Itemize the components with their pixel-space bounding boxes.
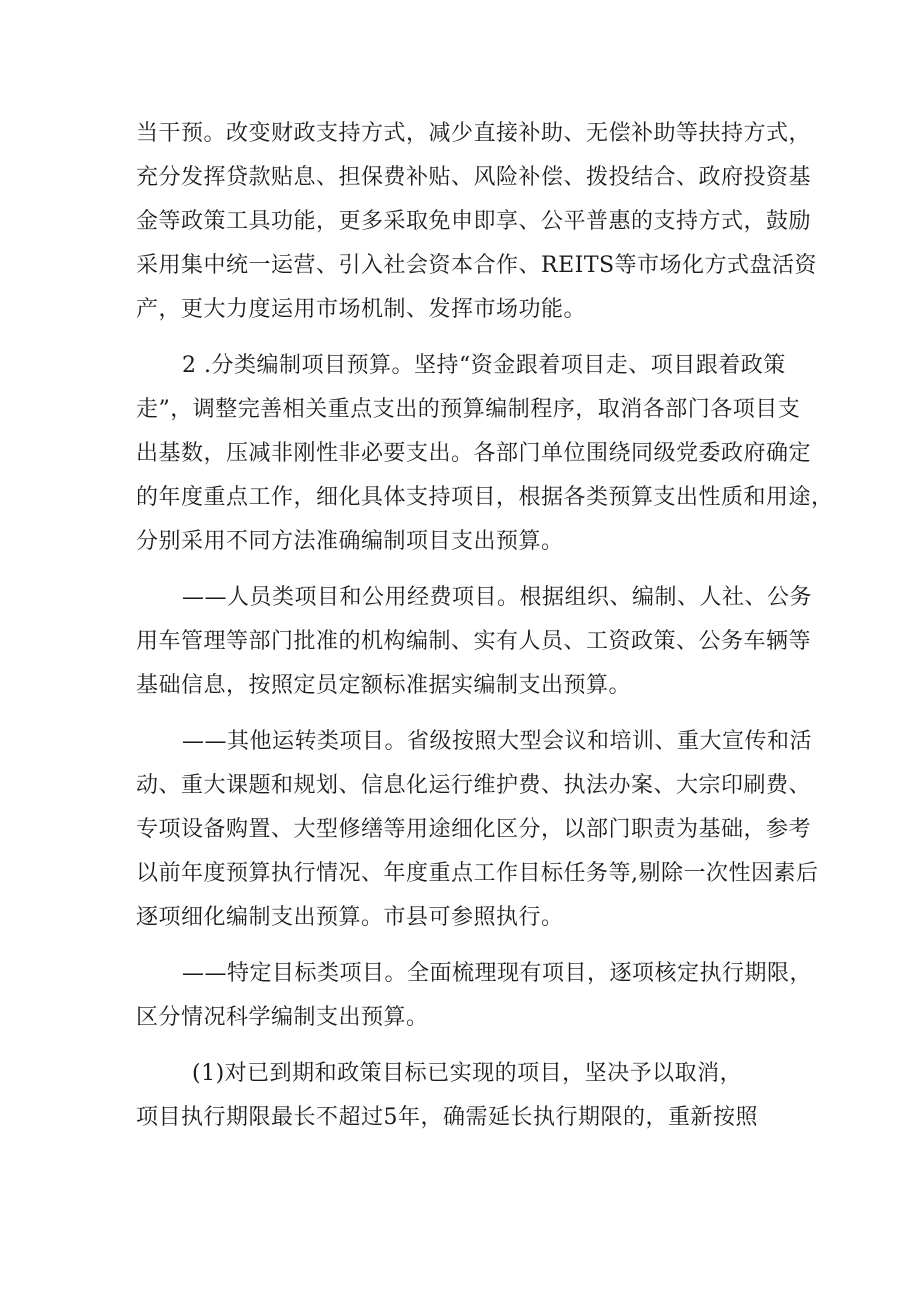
text-line: 基础信息，按照定员定额标准据实编制支出预算。 xyxy=(136,673,632,698)
paragraph-expired-items xyxy=(136,1052,796,1140)
text-line: 分别采用不同方法准确编制项目支出预算。 xyxy=(136,529,564,554)
paragraph-personnel-items xyxy=(136,576,813,708)
text-line: 用车管理等部门批准的机构编制、实有人员、工资政策、公务车辆等 xyxy=(136,629,812,654)
text-line: 当干预。改变财政支持方式，减少直接补助、无偿补助等扶持方式， xyxy=(136,121,812,146)
text-line: 采用集中统一运营、引入社会资本合作、REITS等市场化方式盘活资 xyxy=(136,253,818,278)
text-line: 以前年度预算执行情况、年度重点工作目标任务等,剔除一次性因素后 xyxy=(136,861,819,886)
paragraph-specific-target-items xyxy=(136,952,813,1040)
text-line: 充分发挥贷款贴息、担保费补贴、风险补偿、拨投结合、政府投资基 xyxy=(136,165,812,190)
text-line: 产，更大力度运用市场机制、发挥市场功能。 xyxy=(136,297,587,322)
text-line: 逐项细化编制支出预算。市县可参照执行。 xyxy=(136,905,564,930)
text-line: 动、重大课题和规划、信息化运行维护费、执法办案、大宗印刷费、 xyxy=(136,773,812,798)
text-line: 的年度重点工作，细化具体支持项目，根据各类预算支出性质和用途， xyxy=(136,485,834,510)
text-line: (1)对已到期和政策目标已实现的项目，坚决予以取消， xyxy=(192,1061,743,1086)
document-body xyxy=(136,112,834,1140)
text-line: 项目执行期限最长不超过5年，确需延长执行期限的，重新按照 xyxy=(136,1105,758,1130)
text-line: ——人员类项目和公用经费项目。根据组织、编制、人社、公务 xyxy=(182,585,813,610)
text-line: 走”，调整完善相关重点支出的预算编制程序，取消各部门各项目支 xyxy=(136,397,801,422)
text-line: 区分情况科学编制支出预算。 xyxy=(136,1005,429,1030)
paragraph-operating-items xyxy=(136,720,819,940)
paragraph-financial-support xyxy=(136,112,818,332)
text-line: 出基数，压减非刚性非必要支出。各部门单位围绕同级党委政府确定 xyxy=(136,441,812,466)
text-line: 专项设备购置、大型修缮等用途细化区分，以部门职责为基础，参考 xyxy=(136,817,812,842)
text-line: ——其他运转类项目。省级按照大型会议和培训、重大宣传和活 xyxy=(182,729,813,754)
paragraph-project-budget xyxy=(136,344,834,564)
text-line: 2 .分类编制项目预算。坚持“资金跟着项目走、项目跟着政策 xyxy=(182,353,786,378)
text-line: ——特定目标类项目。全面梳理现有项目，逐项核定执行期限， xyxy=(182,961,813,986)
text-line: 金等政策工具功能，更多采取免申即享、公平普惠的支持方式，鼓励 xyxy=(136,209,812,234)
